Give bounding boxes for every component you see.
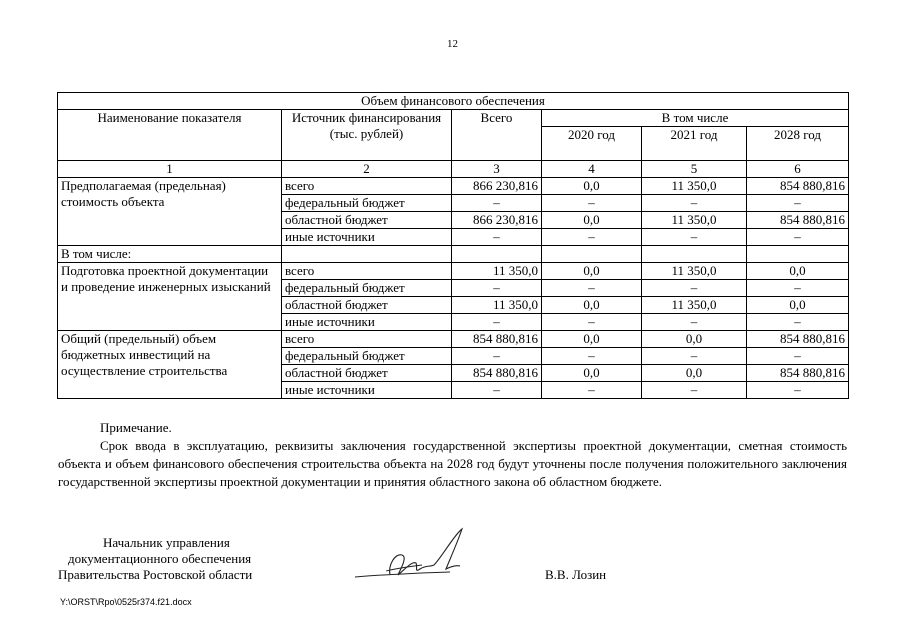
including-label: В том числе: — [58, 246, 282, 263]
financing-table — [57, 92, 849, 399]
source-cell: федеральный бюджет — [282, 195, 452, 212]
header-including: В том числе — [542, 110, 849, 127]
y2021-cell: 11 350,0 — [642, 263, 747, 280]
page-number: 12 — [447, 38, 458, 50]
table-row — [58, 263, 849, 280]
y2028-cell: – — [747, 229, 849, 246]
y2028-cell: 854 880,816 — [747, 365, 849, 382]
y2028-cell: – — [747, 195, 849, 212]
y2028-cell: 854 880,816 — [747, 331, 849, 348]
column-number: 4 — [542, 161, 642, 178]
header-year-2021: 2021 год — [642, 127, 747, 161]
y2021-cell: 11 350,0 — [642, 178, 747, 195]
signatory-position — [58, 535, 252, 583]
y2028-cell: – — [747, 382, 849, 399]
group-name: Подготовка проектной документации и проведение инженерных изысканий — [58, 263, 282, 331]
source-cell: федеральный бюджет — [282, 348, 452, 365]
y2028-cell: 854 880,816 — [747, 178, 849, 195]
column-number: 1 — [58, 161, 282, 178]
position-line: Начальник управления — [103, 535, 230, 550]
y2021-cell: – — [642, 195, 747, 212]
source-cell: областной бюджет — [282, 365, 452, 382]
table-caption: Объем финансового обеспечения — [58, 93, 849, 110]
y2020-cell: – — [542, 280, 642, 297]
source-cell: всего — [282, 331, 452, 348]
y2028-cell: – — [747, 348, 849, 365]
source-cell: всего — [282, 263, 452, 280]
table-row — [58, 178, 849, 195]
y2020-cell: – — [542, 314, 642, 331]
position-line: документационного обеспечения — [68, 551, 252, 566]
total-cell: – — [452, 195, 542, 212]
header-year-2020: 2020 год — [542, 127, 642, 161]
y2021-cell: – — [642, 382, 747, 399]
total-cell: – — [452, 348, 542, 365]
y2020-cell: 0,0 — [542, 297, 642, 314]
header-year-2028: 2028 год — [747, 127, 849, 161]
notes-section — [58, 419, 847, 491]
handwritten-signature — [350, 525, 480, 585]
y2020-cell: – — [542, 348, 642, 365]
total-cell: 11 350,0 — [452, 297, 542, 314]
source-cell: иные источники — [282, 382, 452, 399]
source-cell: всего — [282, 178, 452, 195]
y2020-cell: 0,0 — [542, 331, 642, 348]
total-cell: – — [452, 314, 542, 331]
column-number: 5 — [642, 161, 747, 178]
y2020-cell: 0,0 — [542, 178, 642, 195]
y2020-cell: – — [542, 382, 642, 399]
total-cell: – — [452, 382, 542, 399]
y2028-cell: 854 880,816 — [747, 212, 849, 229]
source-cell: федеральный бюджет — [282, 280, 452, 297]
header-source: Источник финансирования (тыс. рублей) — [282, 110, 452, 161]
y2020-cell: – — [542, 229, 642, 246]
column-number: 3 — [452, 161, 542, 178]
total-cell: 866 230,816 — [452, 212, 542, 229]
y2021-cell: 11 350,0 — [642, 212, 747, 229]
total-cell: – — [452, 229, 542, 246]
total-cell: 854 880,816 — [452, 331, 542, 348]
y2020-cell: 0,0 — [542, 365, 642, 382]
y2021-cell: – — [642, 229, 747, 246]
source-cell: иные источники — [282, 314, 452, 331]
y2021-cell: – — [642, 348, 747, 365]
table-row — [58, 331, 849, 348]
y2028-cell: – — [747, 280, 849, 297]
y2021-cell: – — [642, 280, 747, 297]
source-cell: иные источники — [282, 229, 452, 246]
signer-name: В.В. Лозин — [545, 567, 607, 582]
group-name: Предполагаемая (предельная) стоимость объекта — [58, 178, 282, 246]
source-cell: областной бюджет — [282, 212, 452, 229]
y2021-cell: 0,0 — [642, 365, 747, 382]
notes-text: Срок ввода в эксплуатацию, реквизиты заключения государственной экспертизы проектной документации, сметная стоимость объекта и объем финансового обеспечения строительства объекта на 2028 год будут уточнены после получения положительного заключения государственной экспертизы проектной документации и принятия областного закона об областном бюджете. — [58, 438, 847, 489]
file-path: Y:\ORST\Rpo\0525r374.f21.docx — [60, 597, 192, 607]
total-cell: – — [452, 280, 542, 297]
group-name: Общий (предельный) объем бюджетных инвестиций на осуществление строительства — [58, 331, 282, 399]
total-cell: 11 350,0 — [452, 263, 542, 280]
y2020-cell: 0,0 — [542, 212, 642, 229]
y2028-cell: – — [747, 314, 849, 331]
y2028-cell: 0,0 — [747, 263, 849, 280]
y2020-cell: 0,0 — [542, 263, 642, 280]
table-row — [58, 246, 849, 263]
y2028-cell: 0,0 — [747, 297, 849, 314]
y2021-cell: 0,0 — [642, 331, 747, 348]
y2020-cell: – — [542, 195, 642, 212]
y2021-cell: 11 350,0 — [642, 297, 747, 314]
column-number: 2 — [282, 161, 452, 178]
column-number: 6 — [747, 161, 849, 178]
total-cell: 854 880,816 — [452, 365, 542, 382]
notes-title: Примечание. — [100, 420, 172, 435]
header-indicator: Наименование показателя — [58, 110, 282, 161]
y2021-cell: – — [642, 314, 747, 331]
position-line: Правительства Ростовской области — [58, 567, 253, 582]
header-total: Всего — [452, 110, 542, 161]
source-cell: областной бюджет — [282, 297, 452, 314]
total-cell: 866 230,816 — [452, 178, 542, 195]
